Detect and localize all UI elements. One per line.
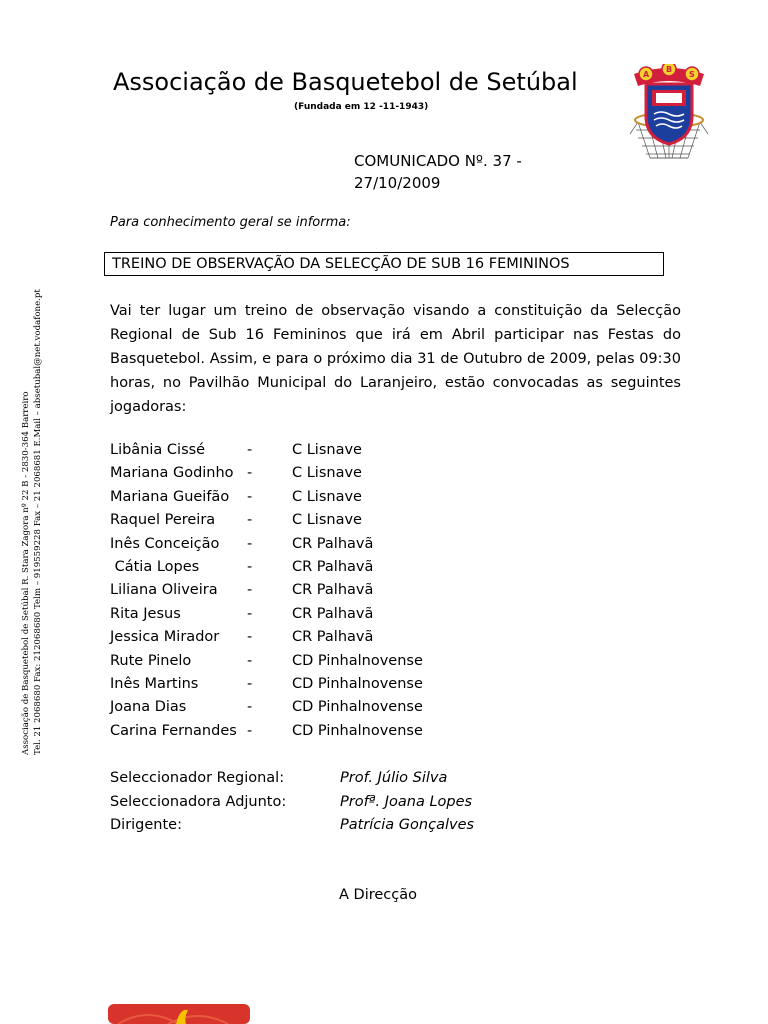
player-row: [110, 626, 530, 649]
footer-logo: [108, 1004, 250, 1024]
communique-number-line: COMUNICADO Nº. 37 -: [354, 152, 522, 170]
player-dash: -: [247, 488, 253, 505]
contact-sidebar: [20, 275, 50, 755]
staff-list: [110, 767, 610, 838]
player-club: C Lisnave: [292, 488, 362, 505]
player-row: [110, 556, 530, 579]
player-dash: -: [247, 629, 253, 646]
staff-person: Patrícia Gonçalves: [340, 817, 475, 833]
player-dash: -: [247, 535, 253, 552]
player-club: CD Pinhalnovense: [292, 675, 423, 692]
body-paragraph: Vai ter lugar um treino de observação visando a constituição da Selecção Regional de Sub 16 Femininos que irá em Abril participar nas Festas do Basquetebol. Assim, e para o próximo dia 31 de Outubro de 2009, pelas 09:30 horas, no Pavilhão Municipal do Laranjeiro, estão convocadas as seguintes jogadoras:: [110, 303, 681, 415]
player-club: CD Pinhalnovense: [292, 699, 423, 716]
player-dash: -: [247, 675, 253, 692]
svg-text:A: A: [643, 70, 650, 79]
svg-text:S: S: [689, 70, 695, 79]
player-dash: -: [247, 699, 253, 716]
svg-text:B: B: [666, 65, 673, 74]
player-row: [110, 650, 530, 673]
player-name: Mariana Gueifão: [110, 488, 230, 505]
association-logo: [628, 64, 710, 162]
player-club: C Lisnave: [292, 512, 362, 529]
intro-text: Para conhecimento geral se informa:: [110, 215, 351, 230]
staff-role: Dirigente:: [110, 817, 182, 833]
player-row: [110, 439, 530, 462]
player-row: [110, 579, 530, 602]
communique-number: [354, 150, 574, 194]
player-name: Cátia Lopes: [110, 558, 200, 575]
player-dash: -: [247, 582, 253, 599]
player-name: Carina Fernandes: [110, 722, 237, 739]
staff-role: Seleccionadora Adjunto:: [110, 793, 287, 810]
player-dash: -: [247, 465, 253, 482]
player-club: CR Palhavã: [292, 535, 374, 552]
player-name: Raquel Pereira: [110, 512, 216, 529]
player-row: [110, 696, 530, 719]
association-title: Associação de Basquetebol de Setúbal: [113, 68, 578, 96]
player-club: CR Palhavã: [292, 629, 374, 646]
player-name: Joana Dias: [110, 699, 187, 716]
player-name: Libânia Cissé: [110, 442, 206, 458]
player-name: Jessica Mirador: [110, 629, 220, 646]
player-name: Rita Jesus: [110, 605, 181, 622]
player-name: Inês Martins: [110, 675, 199, 692]
staff-person: Prof. Júlio Silva: [340, 770, 448, 786]
player-club: C Lisnave: [292, 442, 362, 458]
player-row: [110, 509, 530, 532]
player-row: [110, 533, 530, 556]
player-row: [110, 486, 530, 509]
signature: A Direcção: [339, 887, 417, 903]
player-row: [110, 462, 530, 485]
player-dash: -: [247, 652, 253, 669]
staff-row: [110, 791, 610, 815]
player-club: CR Palhavã: [292, 582, 374, 599]
player-name: Rute Pinelo: [110, 652, 192, 669]
player-row: [110, 673, 530, 696]
player-name: Liliana Oliveira: [110, 582, 218, 599]
player-dash: -: [247, 605, 253, 622]
contact-address: Associação de Basquetebol de Setúbal R. Stara Zagora nº 22 B - 2830-364 Barreiro: [21, 391, 31, 755]
staff-row: [110, 767, 610, 791]
player-dash: -: [247, 722, 253, 739]
staff-person: Profª. Joana Lopes: [340, 793, 473, 810]
founded-date: (Fundada em 12 -11-1943): [294, 102, 429, 112]
staff-role: Seleccionador Regional:: [110, 770, 285, 786]
player-club: CD Pinhalnovense: [292, 722, 423, 739]
contact-phone-email: Tel. 21 2068680 Fax: 212068680 Telm – 919559228 Fax – 21 2068681 E.Mail – absetubal@net.vodafone.pt: [33, 289, 43, 755]
player-row: [110, 720, 530, 743]
player-club: C Lisnave: [292, 465, 362, 482]
player-dash: -: [247, 558, 253, 575]
player-name: Mariana Godinho: [110, 465, 234, 482]
player-dash: -: [247, 442, 253, 458]
player-club: CD Pinhalnovense: [292, 652, 423, 669]
player-name: Inês Conceição: [110, 535, 220, 552]
communique-date: 27/10/2009: [354, 174, 441, 192]
player-dash: -: [247, 512, 253, 529]
subject-heading: TREINO DE OBSERVAÇÃO DA SELECÇÃO DE SUB 16 FEMININOS: [104, 252, 664, 276]
player-row: [110, 603, 530, 626]
player-list: [110, 439, 530, 743]
player-club: CR Palhavã: [292, 605, 374, 622]
player-club: CR Palhavã: [292, 558, 374, 575]
staff-row: [110, 814, 610, 838]
